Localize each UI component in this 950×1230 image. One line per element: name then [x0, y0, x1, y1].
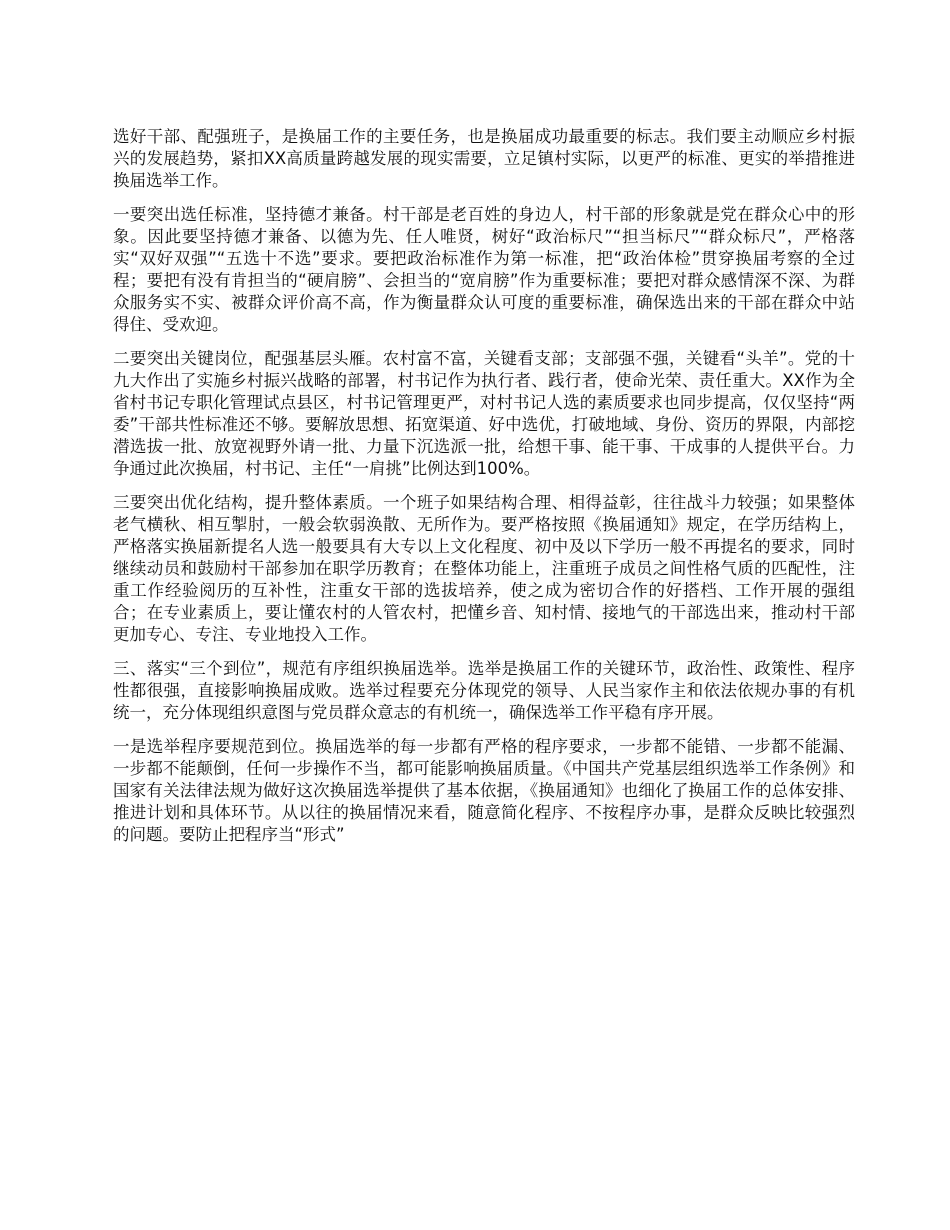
paragraph-4: 三要突出优化结构，提升整体素质。一个班子如果结构合理、相得益彰，往往战斗力较强；如果整体老气横秋、相互掣肘，一般会软弱涣散、无所作为。要严格按照《换届通知》规定，在学历结构上，严格落实换届新提名人选一般要具有大专以上文化程度、初中及以下学历一般不再提名的要求，同时继续动员和鼓励村干部参加在职学历教育；在整体功能上，注重班子成员之间性格气质的匹配性，注重工作经验阅历的互补性，注重女干部的选拔培养，使之成为密切合作的好搭档、工作开展的强组合；在专业素质上，要让懂农村的人管农村，把懂乡音、知村情、接地气的干部选出来，推动村干部更加专心、专注、专业地投入工作。 [113, 493, 855, 644]
paragraph-1: 选好干部、配强班子，是换届工作的主要任务，也是换届成功最重要的标志。我们要主动顺应乡村振兴的发展趋势，紧扣XX高质量跨越发展的现实需要，立足镇村实际，以更严的标准、更实的举措推进换届选举工作。 [113, 127, 855, 190]
document-body [113, 126, 855, 858]
paragraph-5: 三、落实“三个到位”，规范有序组织换届选举。选举是换届工作的关键环节，政治性、政策性、程序性都很强，直接影响换届成败。选举过程要充分体现党的领导、人民当家作主和依法依规办事的有机统一，充分体现组织意图与党员群众意志的有机统一，确保选举工作平稳有序开展。 [113, 659, 855, 722]
paragraph-6: 一是选举程序要规范到位。换届选举的每一步都有严格的程序要求，一步都不能错、一步都不能漏、一步都不能颠倒，任何一步操作不当，都可能影响换届质量。《中国共产党基层组织选举工作条例》和国家有关法律法规为做好这次换届选举提供了基本依据，《换届通知》也细化了换届工作的总体安排、推进计划和具体环节。从以往的换届情况来看，随意简化程序、不按程序办事，是群众反映比较强烈的问题。要防止把程序当“形式” [113, 737, 855, 844]
paragraph-3: 二要突出关键岗位，配强基层头雁。农村富不富，关键看支部；支部强不强，关键看“头羊”。党的十九大作出了实施乡村振兴战略的部署，村书记作为执行者、践行者，使命光荣、责任重大。XX作为全省村书记专职化管理试点县区，村书记管理更严，对村书记人选的素质要求也同步提高，仅仅坚持“两委”干部共性标准还不够。要解放思想、拓宽渠道、好中选优，打破地域、身份、资历的界限，内部挖潜选拔一批、放宽视野外请一批、力量下沉选派一批，给想干事、能干事、干成事的人提供平台。力争通过此次换届，村书记、主任“一肩挑”比例达到100%。 [113, 349, 855, 478]
paragraph-2: 一要突出选任标准，坚持德才兼备。村干部是老百姓的身边人，村干部的形象就是党在群众心中的形象。因此要坚持德才兼备、以德为先、任人唯贤，树好“政治标尺”“担当标尺”“群众标尺”，严格落实“双好双强”“五选十不选”要求。要把政治标准作为第一标准，把“政治体检”贯穿换届考察的全过程；要把有没有肯担当的“硬肩膀”、会担当的“宽肩膀”作为重要标准；要把对群众感情深不深、为群众服务实不实、被群众评价高不高，作为衡量群众认可度的重要标准，确保选出来的干部在群众中站得住、受欢迎。 [113, 205, 855, 334]
